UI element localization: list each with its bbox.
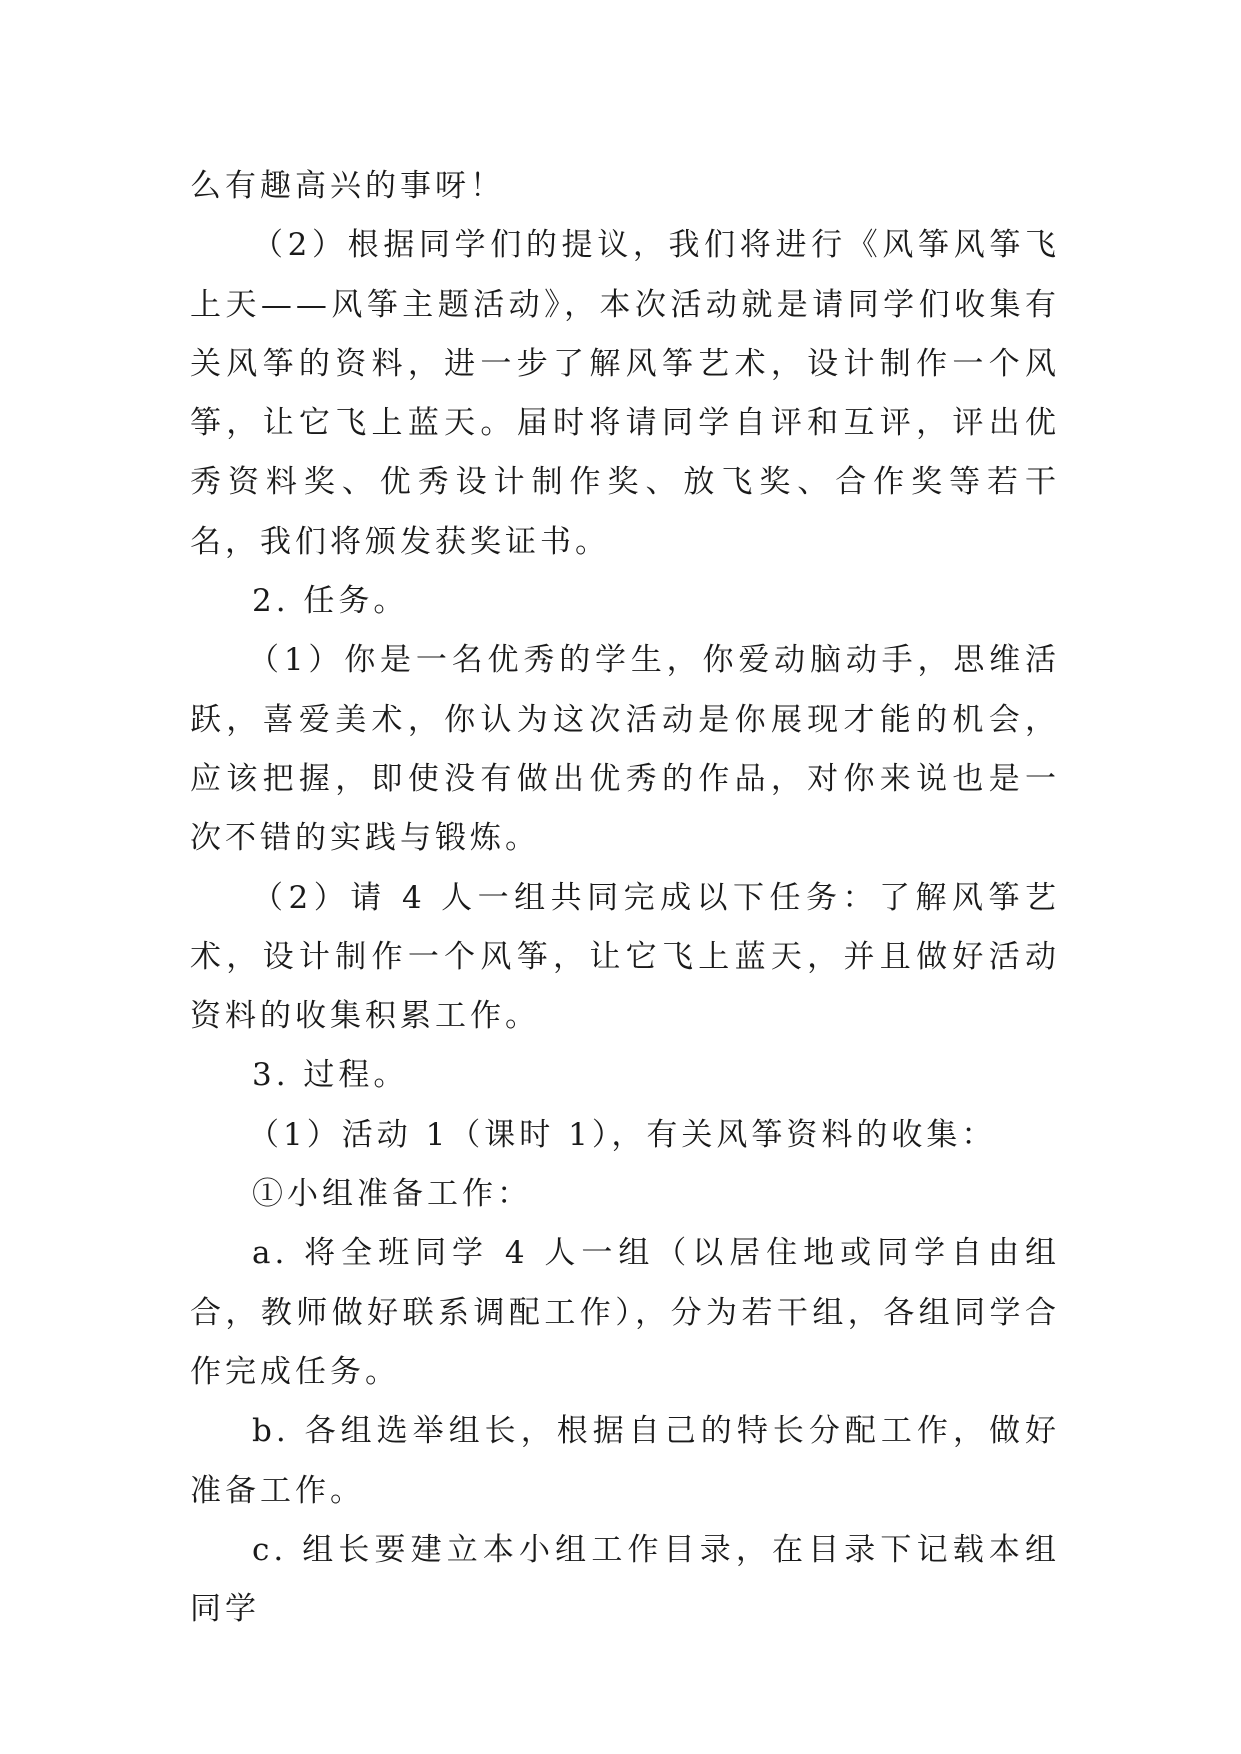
list-item-b: b. 各组选举组长，根据自己的特长分配工作，做好准备工作。 bbox=[190, 1413, 1060, 1509]
document-body bbox=[190, 157, 1060, 1639]
list-item-c: c. 组长要建立本小组工作目录，在目录下记载本组同学 bbox=[190, 1531, 1060, 1628]
heading-process: 3. 过程。 bbox=[252, 1057, 409, 1094]
paragraph-continuation: 么有趣高兴的事呀！ bbox=[190, 168, 505, 204]
paragraph-proposal: （2）根据同学们的提议，我们将进行《风筝风筝飞上天——风筝主题活动》，本次活动就是请同学们收集有关风筝的资料，进一步了解风筝艺术，设计制作一个风筝，让它飞上蓝天。届时将请同学自评和互评，评出优秀资料奖、优秀设计制作奖、放飞奖、合作奖等若干名，我们将颁发获奖证书。 bbox=[190, 227, 1060, 560]
paragraph-activity-1: （1）活动 1（课时 1），有关风筝资料的收集： bbox=[248, 1116, 997, 1153]
paragraph-task-2: （2）请 4 人一组共同完成以下任务：了解风筝艺术，设计制作一个风筝，让它飞上蓝天，并且做好活动资料的收集积累工作。 bbox=[190, 879, 1060, 1035]
heading-task: 2. 任务。 bbox=[252, 583, 409, 620]
list-item-a: a. 将全班同学 4 人一组（以居住地或同学自由组合，教师做好联系调配工作），分为若干组，各组同学合作完成任务。 bbox=[190, 1235, 1060, 1390]
paragraph-task-1: （1）你是一名优秀的学生，你爱动脑动手，思维活跃，喜爱美术，你认为这次活动是你展现才能的机会，应该把握，即使没有做出优秀的作品，对你来说也是一次不错的实践与锻炼。 bbox=[190, 642, 1060, 857]
paragraph-group-prep: ①小组准备工作： bbox=[252, 1176, 532, 1213]
